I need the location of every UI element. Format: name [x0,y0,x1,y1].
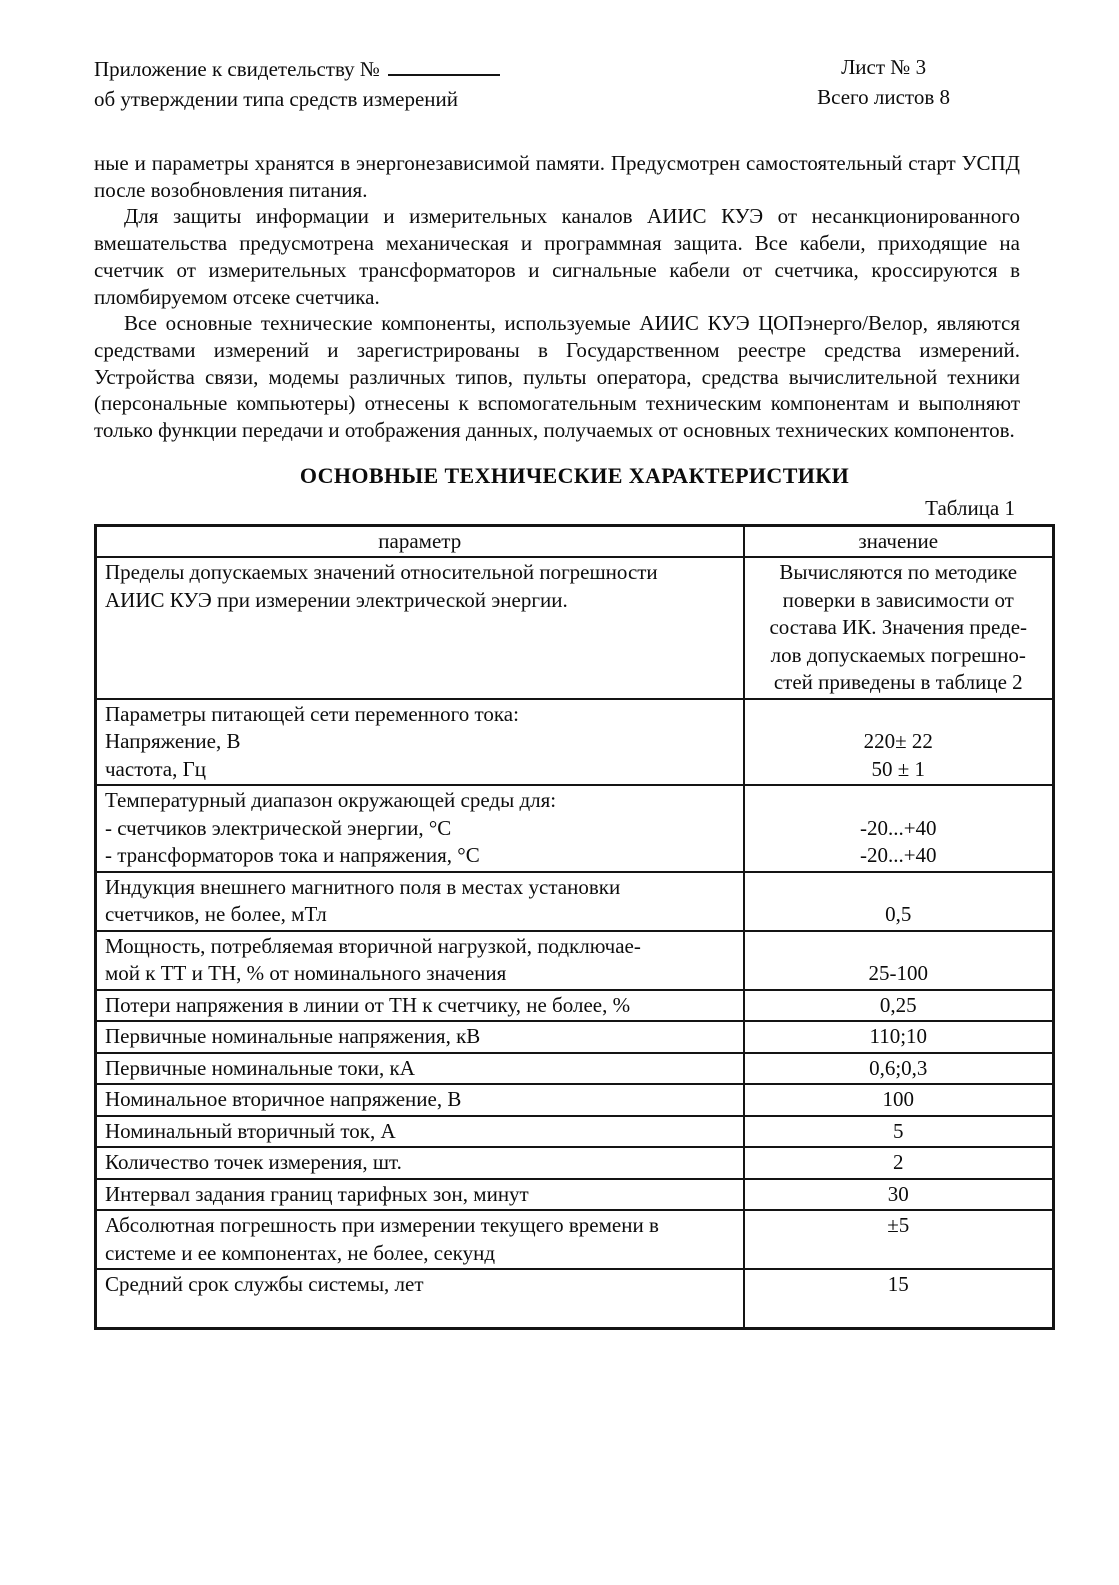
value-cell [744,990,1054,1022]
appendix-line-1-text: Приложение к свидетельству № [94,57,380,82]
value-cell-line: 50 ± 1 [871,756,926,781]
table-row [96,1116,1054,1148]
value-cell [744,1147,1054,1179]
parameter-cell-line: Потери напряжения в линии от ТН к счетчику, не более, % [105,992,631,1017]
value-cell [744,785,1054,872]
table-caption: Таблица 1 [925,495,1015,520]
value-cell [744,1053,1054,1085]
parameter-cell-line: Первичные номинальные токи, кА [105,1055,415,1080]
parameter-cell [96,1179,744,1211]
parameter-cell-line: мой к ТТ и ТН, % от номинального значения [105,961,507,986]
table-row [96,931,1054,990]
value-cell [744,1116,1054,1148]
table-header-row [96,525,1054,557]
parameter-cell-line: Количество точек измерения, шт. [105,1150,402,1175]
value-cell-line [753,787,1045,815]
parameter-cell [96,1116,744,1148]
parameter-cell [96,1210,744,1269]
value-cell-line: 220± 22 [863,729,933,754]
parameter-cell-line: частота, Гц [105,756,206,781]
appendix-line-1 [94,52,500,84]
parameter-cell [96,1269,744,1329]
value-cell-line: -20...+40 [859,843,937,868]
total-sheets: Всего листов 8 [817,85,950,109]
parameter-cell-line: Интервал задания границ тарифных зон, минут [105,1181,529,1206]
parameter-cell [96,990,744,1022]
table-row [96,1084,1054,1116]
parameter-cell-line: Средний срок службы системы, лет [105,1272,424,1297]
appendix-reference [94,52,500,114]
parameter-cell-line: Номинальный вторичный ток, А [105,1118,396,1143]
value-cell-line: Вычисляются по методике [779,560,1018,585]
parameter-cell-line: Мощность, потребляемая вторичной нагрузкой, подключае- [105,933,641,958]
table-row [96,785,1054,872]
value-cell-line: поверки в зависимости от [782,587,1014,612]
parameter-cell-line: Пределы допускаемых значений относительной погрешности [105,560,658,585]
column-header-value: значение [744,525,1054,557]
section-title: ОСНОВНЫЕ ТЕХНИЧЕСКИЕ ХАРАКТЕРИСТИКИ [299,462,850,488]
value-cell-line: 110;10 [869,1024,928,1049]
value-cell [744,557,1054,699]
parameter-cell-line [105,1299,735,1327]
value-cell [744,1269,1054,1329]
parameter-cell [96,1084,744,1116]
parameter-cell [96,557,744,699]
value-cell-line: 0,5 [885,902,912,927]
value-cell [744,1210,1054,1269]
certificate-number-blank [388,52,500,76]
value-cell [744,1021,1054,1053]
table-row [96,990,1054,1022]
document-header [94,52,1055,114]
parameter-cell [96,872,744,931]
parameter-cell-line: Первичные номинальные напряжения, кВ [105,1024,481,1049]
value-cell-line [753,1240,1045,1268]
value-cell-line: -20...+40 [859,815,937,840]
table-row [96,872,1054,931]
sheet-number: Лист № 3 [841,55,927,79]
value-cell-line: ±5 [887,1213,910,1238]
table-row [96,1053,1054,1085]
value-cell [744,872,1054,931]
value-cell-line: 15 [887,1272,909,1297]
table-row [96,1210,1054,1269]
value-cell-line: состава ИК. Значения преде- [769,615,1028,640]
sheet-info [817,52,950,112]
value-cell-line: 25-100 [868,961,928,986]
table-row [96,1179,1054,1211]
body-paragraphs [94,150,1020,444]
value-cell [744,699,1054,786]
parameter-cell-line: счетчиков, не более, мТл [105,902,327,927]
table-row [96,557,1054,699]
table-row [96,699,1054,786]
column-header-parameter: параметр [96,525,744,557]
table-row [96,1021,1054,1053]
parameter-cell-line: Абсолютная погрешность при измерении текущего времени в [105,1213,659,1238]
parameter-cell-line: - счетчиков электрической энергии, °С [105,815,452,840]
parameter-cell [96,1053,744,1085]
value-cell-line: 2 [893,1150,904,1175]
parameter-cell [96,785,744,872]
value-cell [744,1084,1054,1116]
parameter-cell-line: Номинальное вторичное напряжение, В [105,1087,462,1112]
parameter-cell [96,1147,744,1179]
parameter-cell [96,931,744,990]
value-cell-line: стей приведены в таблице 2 [773,670,1023,695]
parameter-cell-line: Напряжение, В [105,729,241,754]
value-cell-line: 5 [893,1118,904,1143]
value-cell [744,931,1054,990]
parameter-cell-line: Индукция внешнего магнитного поля в местах установки [105,874,621,899]
paragraph: Все основные технические компоненты, используемые АИИС КУЭ ЦОПэнерго/Велор, являются средствами измерений и зарегистрированы в Государственном реестре средства измерений. Устройства связи, модемы различных типов, пульты оператора, средства вычислительной техники (персональные компьютеры) отнесены к вспомогательным техническим компонентам и выполняют только функции передачи и отображения данных, получаемых от основных технических компонентов. [94,311,1020,443]
value-cell-line [753,933,1045,961]
value-cell-line: лов допускаемых погрешно- [770,642,1026,667]
characteristics-table [94,524,1055,1331]
parameter-cell-line: АИИС КУЭ при измерении электрической энергии. [105,587,568,612]
table-row [96,1269,1054,1329]
value-cell-line: 30 [887,1181,909,1206]
parameter-cell [96,699,744,786]
parameter-cell [96,1021,744,1053]
paragraph: ные и параметры хранятся в энергонезависимой памяти. Предусмотрен самостоятельный старт УСПД после возобновления питания. [94,151,1020,202]
value-cell-line: 100 [882,1087,914,1112]
value-cell-line [753,1299,1045,1327]
value-cell-line [753,874,1045,902]
table-row [96,1147,1054,1179]
value-cell [744,1179,1054,1211]
value-cell-line: 0,25 [879,992,917,1017]
parameter-cell-line: Параметры питающей сети переменного тока: [105,701,519,726]
parameter-cell-line: Температурный диапазон окружающей среды для: [105,788,557,813]
parameter-cell-line: системе и ее компонентах, не более, секунд [105,1240,495,1265]
paragraph: Для защиты информации и измерительных каналов АИИС КУЭ от несанкционированного вмешательства предусмотрена механическая и программная защита. Все кабели, приходящие на счетчик от измерительных трансформаторов и сигнальные кабели от счетчика, кроссируются в пломбируемом отсеке счетчика. [94,204,1020,309]
parameter-cell-line: - трансформаторов тока и напряжения, °С [105,843,480,868]
value-cell-line: 0,6;0,3 [869,1055,928,1080]
appendix-line-2: об утверждении типа средств измерений [94,87,459,112]
value-cell-line [753,701,1045,729]
